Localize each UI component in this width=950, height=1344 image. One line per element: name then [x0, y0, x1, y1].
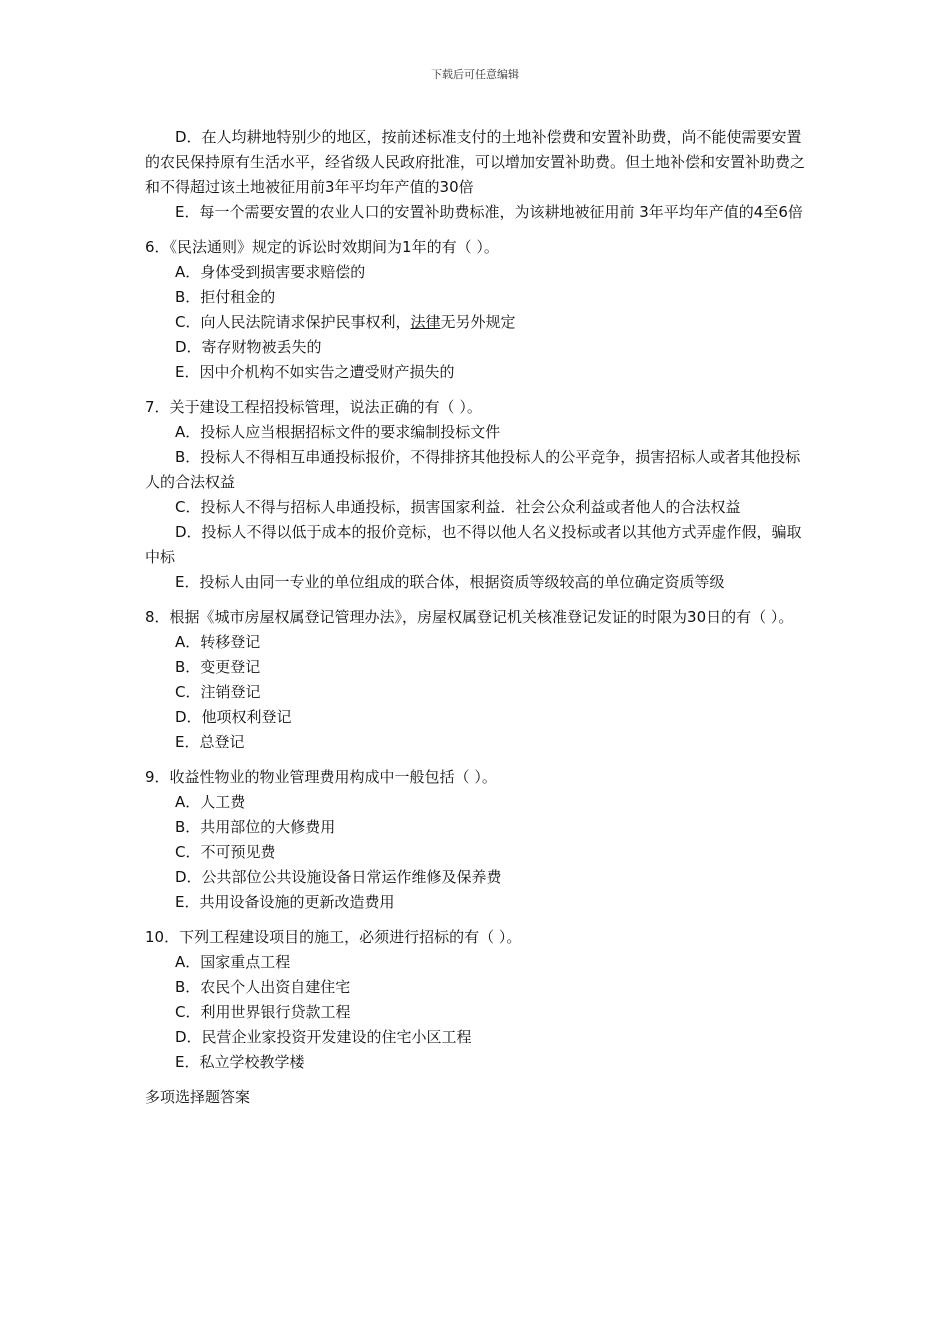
option-d: D．公共部位公共设施设备日常运作维修及保养费 [175, 868, 502, 886]
option-e: E．因中介机构不如实告之遭受财产损失的 [175, 363, 455, 381]
question-text: 6．《民法通则》规定的诉讼时效期间为1年的有（ ）。 [145, 238, 499, 256]
answers-heading: 多项选择题答案 [145, 1088, 251, 1106]
question-text: 8．根据《城市房屋权属登记管理办法》，房屋权属登记机关核准登记发证的时限为30日的有（ ）。 [145, 608, 794, 626]
question-text: 7．关于建设工程招投标管理，说法正确的有（ ）。 [145, 398, 482, 416]
option-c: C．不可预见费 [175, 843, 276, 861]
question-7 [145, 395, 810, 595]
option-a: A．身体受到损害要求赔偿的 [175, 263, 366, 281]
option-c: C．利用世界银行贷款工程 [175, 1003, 351, 1021]
option-c: C．投标人不得与招标人串通投标，损害国家利益．社会公众利益或者他人的合法权益 [175, 498, 741, 516]
page-header-note: 下载后可任意编辑 [431, 68, 519, 81]
option-b: B．共用部位的大修费用 [175, 818, 336, 836]
option-b: B．拒付租金的 [175, 288, 276, 306]
option-b: B．农民个人出资自建住宅 [175, 978, 351, 996]
option-d: D．投标人不得以低于成本的报价竞标，也不得以他人名义投标或者以其他方式弄虚作假，骗取中标 [145, 523, 802, 566]
option-e: E．共用设备设施的更新改造费用 [175, 893, 395, 911]
option-b: B．变更登记 [175, 658, 261, 676]
option-a: A．国家重点工程 [175, 953, 291, 971]
option-c-text: C．向人民法院请求保护民事权利， [175, 313, 411, 331]
document-body [145, 125, 810, 1110]
option-b: B．投标人不得相互串通投标报价，不得排挤其他投标人的公平竞争，损害招标人或者其他投标人的合法权益 [145, 448, 801, 491]
question-text: 9．收益性物业的物业管理费用构成中一般包括（ ）。 [145, 768, 497, 786]
option-c [145, 310, 810, 335]
option-e: E．私立学校教学楼 [175, 1053, 305, 1071]
option-a: A．人工费 [175, 793, 246, 811]
question-9 [145, 765, 810, 915]
question-10 [145, 925, 810, 1075]
question-8 [145, 605, 810, 755]
option-d: D．他项权利登记 [175, 708, 292, 726]
option-c: C．注销登记 [175, 683, 261, 701]
option-e: E．总登记 [175, 733, 245, 751]
intro-options [145, 125, 810, 225]
option-e: E．投标人由同一专业的单位组成的联合体，根据资质等级较高的单位确定资质等级 [175, 573, 725, 591]
option-paragraph-d: D．在人均耕地特别少的地区，按前述标准支付的土地补偿费和安置补助费，尚不能使需要安置的农民保持原有生活水平，经省级人民政府批准，可以增加安置补助费。但土地补偿和安置补助费之和不得超过该土地被征用前3年平均年产值的30倍 [145, 128, 806, 196]
option-d: D．民营企业家投资开发建设的住宅小区工程 [175, 1028, 472, 1046]
option-a: A．转移登记 [175, 633, 261, 651]
option-a: A．投标人应当根据招标文件的要求编制投标文件 [175, 423, 501, 441]
law-link[interactable]: 法律 [410, 313, 441, 331]
option-paragraph-e: E．每一个需要安置的农业人口的安置补助费标准，为该耕地被征用前 3年平均年产值的4至6倍 [175, 203, 803, 221]
question-text: 10．下列工程建设项目的施工，必须进行招标的有（ ）。 [145, 928, 522, 946]
option-d: D．寄存财物被丢失的 [175, 338, 322, 356]
option-c-text-end: 无另外规定 [440, 313, 516, 331]
question-6 [145, 235, 810, 385]
